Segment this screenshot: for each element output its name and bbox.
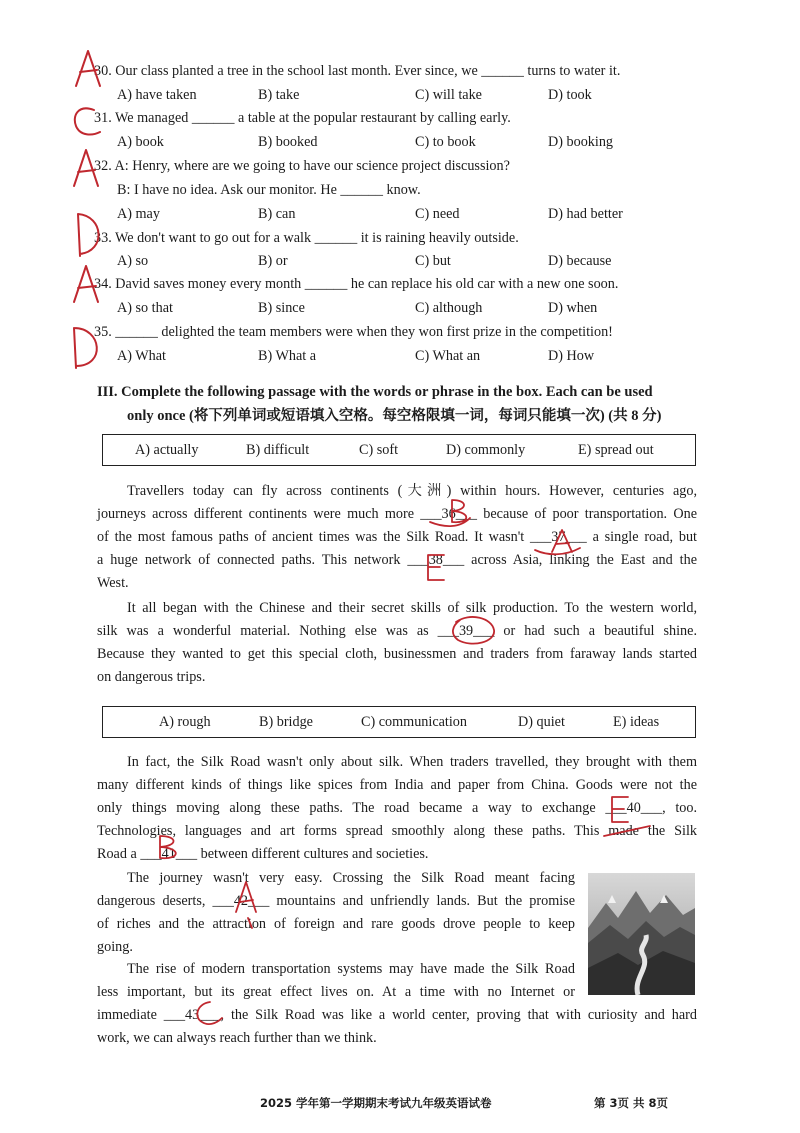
passage-paragraph-1	[97, 480, 697, 595]
passage-paragraph-4	[97, 867, 575, 959]
word-box-item: C) communication	[361, 714, 467, 730]
word-box-item: D) commonly	[446, 442, 526, 458]
passage-line: a huge network of connected paths. This network ___38___ across Asia, linking the East and the	[97, 552, 697, 568]
passage-line: of riches and the attraction of foreign and rare goods drove people to keep	[97, 916, 575, 932]
passage-line: The rise of modern transportation systems may have made the Silk Road	[127, 961, 575, 977]
option-b: B) can	[258, 206, 296, 222]
option-c: C) need	[415, 206, 460, 222]
word-box-item: D) quiet	[518, 714, 565, 730]
question-stem: 31. We managed ______ a table at the popular restaurant by calling early.	[94, 110, 511, 126]
passage-line: The journey wasn't very easy. Crossing the Silk Road meant facing	[127, 870, 575, 886]
option-b: B) or	[258, 253, 288, 269]
footer-exam-title: 2025 学年第一学期期末考试九年级英语试卷	[260, 1096, 492, 1110]
passage-line: on dangerous trips.	[97, 669, 206, 685]
section-subtitle: only once (将下列单词或短语填入空格。每空格限填一词，每词只能填一次) (共 8 分)	[127, 408, 662, 424]
passage-line: only things moving along these paths. The road became a way to exchange ___40___, too.	[97, 800, 697, 816]
passage-line: Technologies, languages and art forms spread smoothly along these paths. This made the Silk	[97, 823, 697, 839]
option-c: C) will take	[415, 87, 482, 103]
passage-line: work, we can always reach further than we think.	[97, 1030, 377, 1046]
option-a: A) so	[117, 253, 149, 269]
option-a: A) may	[117, 206, 160, 222]
word-box-item: A) rough	[159, 714, 211, 730]
passage-line: going.	[97, 939, 133, 955]
passage-line: It all began with the Chinese and their secret skills of silk production. To the western world,	[127, 600, 697, 616]
option-b: B) booked	[258, 134, 318, 150]
passage-line: many different kinds of things like spices from India and paper from China. Goods were not the	[97, 777, 697, 793]
question-stem-reply: B: I have no idea. Ask our monitor. He ______ know.	[117, 182, 421, 198]
option-b: B) What a	[258, 348, 317, 364]
passage-line: less important, but its great effect lives on. At a time with no Internet or	[97, 984, 575, 1000]
word-box-item: B) difficult	[246, 442, 310, 458]
option-c: C) but	[415, 253, 451, 269]
option-c: C) to book	[415, 134, 476, 150]
passage-line: In fact, the Silk Road wasn't only about silk. When traders travelled, they brought with them	[127, 754, 697, 770]
passage-paragraph-2	[97, 597, 697, 689]
option-d: D) How	[548, 348, 595, 364]
passage-line: of the most famous paths of ancient times was the Silk Road. It wasn't ___37___ a single road, but	[97, 529, 697, 545]
option-a: A) have taken	[117, 87, 197, 103]
option-b: B) take	[258, 87, 300, 103]
word-box-item: B) bridge	[259, 714, 313, 730]
option-a: A) so that	[117, 300, 173, 316]
word-box-item: C) soft	[359, 442, 399, 458]
option-d: D) took	[548, 87, 592, 103]
word-box-1	[102, 434, 696, 466]
question-stem: 35. ______ delighted the team members were when they won first prize in the competition!	[94, 324, 613, 340]
passage-line: Road a ___41___ between different cultures and societies.	[97, 846, 429, 862]
question-stem: 30. Our class planted a tree in the school last month. Ever since, we ______ turns to water it.	[94, 63, 621, 79]
passage-line: West.	[97, 575, 129, 591]
option-d: D) booking	[548, 134, 614, 150]
option-d: D) when	[548, 300, 598, 316]
option-a: A) What	[117, 348, 166, 364]
passage-line: dangerous deserts, ___42___ mountains and unfriendly lands. But the promise	[97, 893, 575, 909]
passage-line: Because they wanted to get this special cloth, businessmen and traders from faraway lands started	[97, 646, 697, 662]
word-box-2	[102, 706, 696, 738]
word-box-item: E) spread out	[578, 442, 654, 458]
footer-page-number: 第 3页 共 8页	[594, 1096, 669, 1110]
passage-line: immediate ___43___, the Silk Road was like a world center, proving that with curiosity and hard	[97, 1007, 697, 1023]
passage-line: journeys across different continents were much more ___36___ because of poor transportation. One	[97, 506, 697, 522]
word-box-item: E) ideas	[613, 714, 660, 730]
question-stem: 34. David saves money every month ______ he can replace his old car with a new one soon.	[94, 276, 619, 292]
option-c: C) although	[415, 300, 483, 316]
passage-line: Travellers today can fly across continents (大洲) within hours. However, centuries ago,	[127, 483, 697, 499]
option-a: A) book	[117, 134, 164, 150]
passage-paragraph-3	[97, 751, 697, 866]
passage-line: silk was a wonderful material. Nothing else was as ___39___ or had such a beautiful shine.	[97, 623, 697, 639]
option-c: C) What an	[415, 348, 481, 364]
question-stem: 32. A: Henry, where are we going to have our science project discussion?	[94, 158, 510, 174]
option-d: D) had better	[548, 206, 623, 222]
question-stem: 33. We don't want to go out for a walk ______ it is raining heavily outside.	[94, 230, 519, 246]
option-d: D) because	[548, 253, 612, 269]
option-b: B) since	[258, 300, 305, 316]
section-title: III. Complete the following passage with the words or phrase in the box. Each can be used	[97, 384, 653, 400]
silk-road-illustration	[588, 873, 695, 995]
word-box-item: A) actually	[135, 442, 199, 458]
